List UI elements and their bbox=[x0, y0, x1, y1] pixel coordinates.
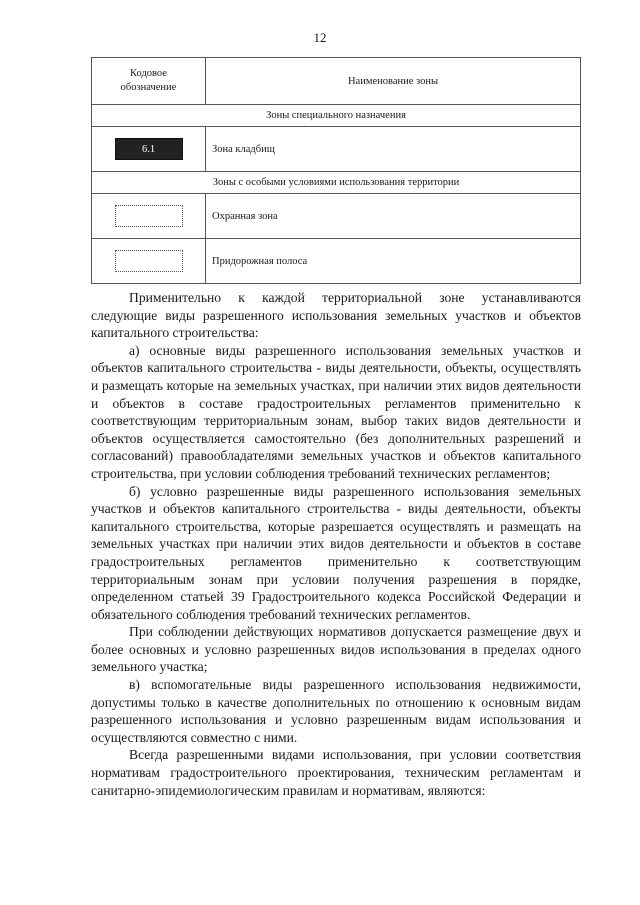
paragraph-intro: Применительно к каждой территориальной зоне устанавливаются следующие виды разрешенного использования земельных участков и объектов капитального строительства: bbox=[91, 290, 581, 341]
table-header-row bbox=[92, 58, 581, 105]
table-row bbox=[92, 127, 581, 172]
table-row bbox=[92, 194, 581, 239]
code-cell bbox=[92, 194, 206, 239]
section-row-special bbox=[92, 105, 581, 127]
header-code-line1: Кодовое bbox=[130, 68, 167, 79]
header-code-line2: обозначение bbox=[120, 82, 177, 93]
section-title-special-conditions: Зоны с особыми условиями использования территории bbox=[92, 172, 581, 194]
page-number: 12 bbox=[313, 30, 327, 45]
paragraph-multiple-uses: При соблюдении действующих нормативов допускается размещение двух и более основных и условно разрешенных видов использования в пределах одного земельного участка; bbox=[91, 624, 581, 675]
zone-code-swatch: 6.1 bbox=[115, 138, 183, 160]
paragraph-always-permitted: Всегда разрешенными видами использования, при условии соответствия нормативам градостроительного проектирования, техническим регламентам и санитарно-эпидемиологическим правилам и нормативам, являются: bbox=[91, 747, 581, 798]
header-code-cell bbox=[92, 58, 206, 105]
paragraph-auxiliary-uses: в) вспомогательные виды разрешенного использования недвижимости, допустимы только в качестве дополнительных по отношению к основным видам разрешенного использования и условно разрешенным видам использования и осуществляются совместно с ними. bbox=[91, 677, 581, 745]
zones-table bbox=[91, 57, 581, 284]
table-row bbox=[92, 239, 581, 284]
zone-name-roadside: Придорожная полоса bbox=[206, 239, 581, 284]
code-cell bbox=[92, 127, 206, 172]
header-name-cell: Наименование зоны bbox=[206, 58, 581, 105]
zone-name-protection: Охранная зона bbox=[206, 194, 581, 239]
code-cell bbox=[92, 239, 206, 284]
document-body bbox=[91, 289, 581, 799]
paragraph-conditional-uses: б) условно разрешенные виды разрешенного использования земельных участков и объектов капитального строительства - виды деятельности, объекты капитального строительства, которые разрешается осуществлять и размещать на земельных участках при наличии этих видов деятельности и объектов в составе градостроительных регламентов применительно к соответствующим территориальным зонам при условии получения разрешения в порядке, определенном статьей 39 Градостроительного кодекса Российской Федерации и обязательного соблюдения требований технических регламентов. bbox=[91, 483, 581, 622]
section-title-special: Зоны специального назначения bbox=[92, 105, 581, 127]
zone-name-cemetery: Зона кладбищ bbox=[206, 127, 581, 172]
paragraph-main-uses: а) основные виды разрешенного использования земельных участков и объектов капитального строительства - виды деятельности, объекты, осуществлять и размещать которые на земельных участках, при наличии этих видов деятельности и объектов в составе градостроительных регламентов применительно к соответствующим территориальным зонам, выбор таких видов деятельности и объектов осуществляется самостоятельно (без дополнительных разрешений и согласований) правообладателями земельных участков и объектов капитального строительства, при условии соблюдения требований технических регламентов; bbox=[91, 342, 581, 481]
protection-zone-swatch bbox=[115, 205, 183, 227]
section-row-special-conditions bbox=[92, 172, 581, 194]
roadside-strip-swatch bbox=[115, 250, 183, 272]
